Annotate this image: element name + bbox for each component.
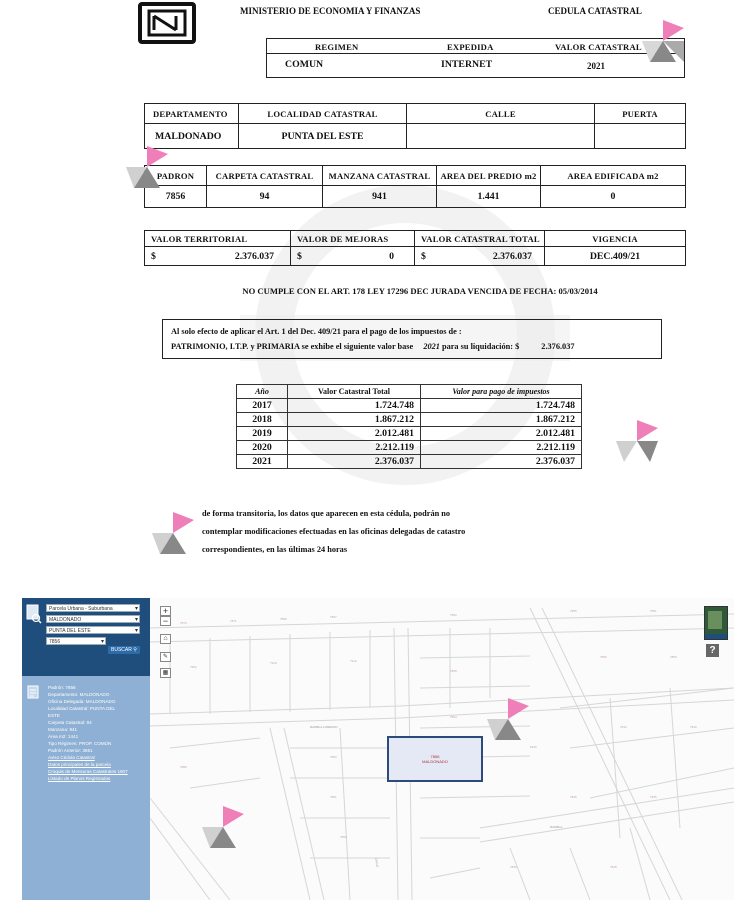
search-button-label: BUSCAR xyxy=(111,647,132,653)
svg-text:7840: 7840 xyxy=(690,725,697,729)
notice-line2 xyxy=(171,342,574,351)
valor-mejoras-cell xyxy=(291,247,415,266)
svg-text:7869: 7869 xyxy=(600,655,607,659)
history-total: 2.212.119 xyxy=(288,441,421,455)
history-row xyxy=(237,427,582,441)
search-icon: ⚲ xyxy=(133,647,137,653)
notice-liquidation: para su liquidación: $ xyxy=(441,342,520,351)
search-panel xyxy=(22,598,150,900)
ministry-name: MINISTERIO DE ECONOMIA Y FINANZAS xyxy=(240,6,421,16)
currency-sign: $ xyxy=(151,250,156,262)
zoom-in-button[interactable]: + xyxy=(160,606,171,616)
history-total: 2.376.037 xyxy=(288,455,421,469)
localidad-label: LOCALIDAD CATASTRAL xyxy=(239,104,407,124)
parcel-info-line: Tipo Régimen: PROP. COMÚN xyxy=(48,741,112,746)
doc-type: CEDULA CATASTRAL xyxy=(548,6,642,16)
departamento-value: MALDONADO xyxy=(145,124,239,149)
help-button[interactable]: ? xyxy=(706,644,719,657)
notice-amount: 2.376.037 xyxy=(541,342,575,351)
valor-total-value: 2.376.037 xyxy=(492,250,532,262)
svg-text:7910: 7910 xyxy=(270,661,277,665)
currency-sign: $ xyxy=(421,250,426,262)
manzana-label: MANZANA CATASTRAL xyxy=(323,166,437,186)
selected-parcel-number: 7856 xyxy=(430,754,440,759)
diamond-ornament xyxy=(150,510,196,556)
expedida-value: INTERNET xyxy=(441,59,493,70)
svg-text:7842: 7842 xyxy=(620,725,627,729)
history-total: 1.867.212 xyxy=(288,413,421,427)
svg-text:7867: 7867 xyxy=(330,615,337,619)
localidad-value: PUNTA DEL ESTE xyxy=(239,124,407,149)
history-year: 2018 xyxy=(237,413,288,427)
disclaimer-line1: de forma transitoria, los datos que aparecen en esta cédula, podrán no xyxy=(202,509,451,518)
history-col-tax: Valor para pago de impuestos xyxy=(421,385,582,399)
history-tax: 2.376.037 xyxy=(421,455,582,469)
history-tax: 1.867.212 xyxy=(421,413,582,427)
parcel-info-line: Padrón: 7856 xyxy=(48,685,76,690)
diamond-ornament xyxy=(200,804,246,850)
area-predio-label: AREA DEL PREDIO m2 xyxy=(437,166,541,186)
svg-text:7862: 7862 xyxy=(340,835,347,839)
history-total: 1.724.748 xyxy=(288,399,421,413)
manzana-value: 941 xyxy=(323,186,437,208)
svg-text:8125: 8125 xyxy=(530,745,537,749)
svg-text:7860: 7860 xyxy=(450,613,457,617)
svg-text:7880: 7880 xyxy=(180,765,187,769)
svg-text:7871: 7871 xyxy=(230,619,237,623)
valor-territorial-label: VALOR TERRITORIAL xyxy=(145,231,291,247)
search-button[interactable] xyxy=(108,646,140,654)
diamond-ornament xyxy=(640,18,686,64)
history-row xyxy=(237,455,582,469)
valor-catastral-year: 2021 xyxy=(587,61,605,71)
padron-input[interactable]: 7856 ▾ xyxy=(46,637,106,645)
svg-text:7836: 7836 xyxy=(570,795,577,799)
history-row xyxy=(237,441,582,455)
document-search-icon xyxy=(26,604,42,624)
history-tax: 2.212.119 xyxy=(421,441,582,455)
notice-taxes: PATRIMONIO, I.T.P. y PRIMARIA se exhibe el siguiente valor base xyxy=(171,342,414,351)
svg-text:7861: 7861 xyxy=(330,795,337,799)
parcel-info-line: ESTE xyxy=(48,713,60,718)
history-col-total: Valor Catastral Total xyxy=(288,385,421,399)
carpeta-label: CARPETA CATASTRAL xyxy=(207,166,323,186)
vigencia-label: VIGENCIA xyxy=(545,231,686,247)
history-tax: 2.012.481 xyxy=(421,427,582,441)
svg-text:7912: 7912 xyxy=(350,659,357,663)
parcel-info-link[interactable]: Listado de Planos Registrados xyxy=(48,776,111,781)
diamond-ornament xyxy=(614,418,660,464)
warning-text: NO CUMPLE CON EL ART. 178 LEY 17296 DEC JURADA VENCIDA DE FECHA: 05/03/2014 xyxy=(242,286,598,296)
padron-label: PADRON xyxy=(145,166,207,186)
departamento-label: DEPARTAMENTO xyxy=(145,104,239,124)
history-year: 2020 xyxy=(237,441,288,455)
zoom-out-button[interactable]: − xyxy=(160,616,171,626)
parcel-info-line: Departamento: MALDONADO xyxy=(48,692,110,697)
disclaimer-line3: correspondientes, en las últimas 24 horas xyxy=(202,545,348,554)
history-tax: 1.724.748 xyxy=(421,399,582,413)
history-year: 2017 xyxy=(237,399,288,413)
layers-icon[interactable]: ▦ xyxy=(160,668,171,678)
puerta-value xyxy=(595,124,686,149)
area-edificada-label: AREA EDIFICADA m2 xyxy=(541,166,686,186)
basemap-thumbnail[interactable] xyxy=(704,606,728,640)
calle-value xyxy=(407,124,595,149)
regimen-label: REGIMEN xyxy=(315,42,359,52)
measure-icon[interactable]: ✎ xyxy=(160,652,171,662)
area-predio-value: 1.441 xyxy=(437,186,541,208)
history-table xyxy=(236,384,582,469)
parcel-info-link[interactable]: Croquis de Mensuras Catastrales 1907 xyxy=(48,769,128,774)
history-year: 2019 xyxy=(237,427,288,441)
parcel-info-line: Localidad Catastral: PUNTA DEL xyxy=(48,706,116,711)
disclaimer-line2: contemplar modificaciones efectuadas en las oficinas delegadas de catastro xyxy=(202,527,466,536)
location-table xyxy=(144,103,686,149)
history-year: 2021 xyxy=(237,455,288,469)
svg-text:RAMBLA LORENZO: RAMBLA LORENZO xyxy=(310,725,338,729)
department-select[interactable]: MALDONADO ▾ xyxy=(46,615,140,623)
expedida-label: EXPEDIDA xyxy=(447,42,494,52)
valor-mejoras-label: VALOR DE MEJORAS xyxy=(291,231,415,247)
area-edificada-value: 0 xyxy=(541,186,686,208)
svg-text:CALLE: CALLE xyxy=(374,857,380,868)
valor-total-label: VALOR CATASTRAL TOTAL xyxy=(415,231,545,247)
svg-text:7835: 7835 xyxy=(650,795,657,799)
valor-territorial-cell xyxy=(145,247,291,266)
history-total: 2.012.481 xyxy=(288,427,421,441)
svg-text:7830: 7830 xyxy=(510,865,517,869)
notice-line1: Al solo efecto de aplicar el Art. 1 del Dec. 409/21 para el pago de los impuestos de : xyxy=(171,327,462,336)
svg-text:7874: 7874 xyxy=(180,621,187,625)
diamond-ornament xyxy=(485,696,531,742)
history-row xyxy=(237,413,582,427)
parcel-info-link[interactable]: Datos principales de la parcela xyxy=(48,762,111,767)
parcel-info-line: Manzana: 941 xyxy=(48,727,78,732)
svg-text:7850: 7850 xyxy=(670,655,677,659)
history-col-year: Año xyxy=(237,385,288,399)
svg-text:7863: 7863 xyxy=(330,755,337,759)
carpeta-value: 94 xyxy=(207,186,323,208)
svg-text:7828: 7828 xyxy=(610,865,617,869)
parcel-info-line: Carpeta Catastral: 94 xyxy=(48,720,92,725)
history-row xyxy=(237,399,582,413)
parcel-info-list xyxy=(48,684,128,782)
selected-parcel-label: MALDONADO xyxy=(422,759,448,764)
svg-text:RAMBLA: RAMBLA xyxy=(550,825,563,829)
parcel-info-icon xyxy=(26,684,42,700)
cadastral-map-viewer xyxy=(22,598,734,900)
svg-text:7854: 7854 xyxy=(450,715,457,719)
calle-label: CALLE xyxy=(407,104,595,124)
parcel-info-line: Padrón Anterior: 3861 xyxy=(48,748,93,753)
puerta-label: PUERTA xyxy=(595,104,686,124)
selected-parcel[interactable] xyxy=(387,736,483,782)
svg-text:7858: 7858 xyxy=(450,669,457,673)
parcel-info-line: Oficina Delegada: MALDONADO xyxy=(48,699,116,704)
valuation-table xyxy=(144,230,686,266)
regimen-box xyxy=(266,38,685,78)
svg-text:7851: 7851 xyxy=(650,609,657,613)
type-select[interactable]: Parcela Urbana - Suburbana ▾ xyxy=(46,604,140,612)
parcel-table xyxy=(144,165,686,208)
ministry-logo xyxy=(138,2,196,44)
valor-total-cell xyxy=(415,247,545,266)
svg-text:7855: 7855 xyxy=(570,609,577,613)
vigencia-value: DEC.409/21 xyxy=(545,247,686,266)
valor-territorial-value: 2.376.037 xyxy=(234,250,274,262)
disclaimer xyxy=(202,505,465,559)
notice-box xyxy=(162,319,662,359)
parcel-info-line: Área m2: 1441 xyxy=(48,734,79,739)
diamond-ornament xyxy=(124,144,170,190)
home-icon[interactable]: ⌂ xyxy=(160,634,171,644)
locality-select[interactable]: PUNTA DEL ESTE ▾ xyxy=(46,626,140,634)
notice-year: 2021 xyxy=(423,342,440,351)
parcel-info-link[interactable]: Aviso Cédula Catastral xyxy=(48,755,95,760)
valor-catastral-label: VALOR CATASTRAL xyxy=(555,42,642,52)
currency-sign: $ xyxy=(297,250,302,262)
regimen-value: COMUN xyxy=(285,59,324,70)
padron-value: 7856 xyxy=(145,186,207,208)
valor-mejoras-value: 0 xyxy=(389,250,394,262)
svg-text:7902: 7902 xyxy=(190,665,197,669)
svg-text:7869: 7869 xyxy=(280,617,287,621)
